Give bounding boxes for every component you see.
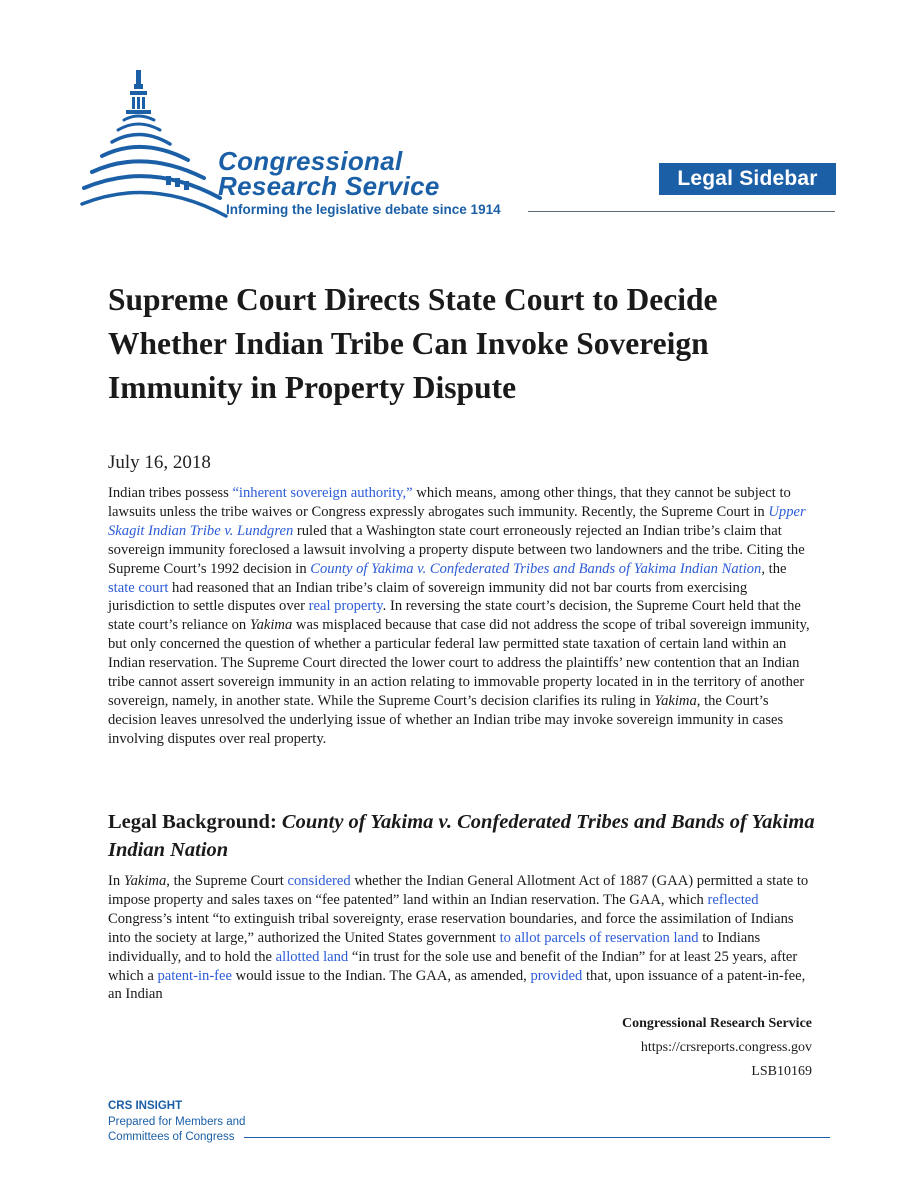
link-allot-parcels[interactable]: to allot parcels of reservation land — [499, 929, 699, 946]
link-allotted-land[interactable]: allotted land — [275, 948, 349, 965]
text-run: , the Supreme Court — [166, 873, 288, 889]
text-run: “in trust for the sole use and benefit of the Indian” for at least 25 years, after which a — [108, 948, 798, 984]
text-run: Indian tribes possess — [108, 485, 233, 501]
text-run: whether the Indian General Allotment Act of 1887 (GAA) permitted a state to impose property and sales taxes on “fee patented” land within an Indian reservation. The GAA, which — [108, 873, 809, 908]
publication-date: July 16, 2018 — [108, 452, 211, 473]
org-name-line2: Research Service — [218, 171, 440, 201]
link-real-property[interactable]: real property — [308, 598, 383, 615]
section-heading — [108, 808, 828, 864]
link-considered[interactable]: considered — [287, 873, 351, 889]
text-run: was misplaced because that case did not address the scope of tribal sovereign immunity, but only concerned the question of whether a particular federal law permitted state taxation of certain land within an Indian reservation. The Supreme Court directed the lower court to address the plaintiffs’ new contention that an Indian tribe cannot assert sovereign immunity in an action relating to immovable property located in in the territory of another sovereign, namely, in another state. While the Supreme Court’s decision clarifies its ruling in — [108, 617, 810, 709]
link-state-court[interactable]: state court — [108, 579, 169, 596]
link-provided[interactable]: provided — [530, 967, 583, 984]
text-run: , the — [761, 560, 787, 577]
link-inherent-sovereign-authority[interactable]: “inherent sovereign authority,” — [232, 485, 413, 501]
crs-insight-line1: Prepared for Members and — [108, 1115, 246, 1128]
text-run: , the Court’s decision leaves unresolved the underlying issue of whether an Indian tribe may invoke sovereign immunity in cases involving disputes over real property. — [108, 692, 784, 747]
background-paragraph — [108, 872, 814, 1004]
page-title: Supreme Court Directs State Court to Decide Whether Indian Tribe Can Invoke Sovereign Immunity in Property Dispute — [108, 282, 718, 405]
text-run: ruled that a Washington state court erroneously rejected an Indian tribe’s claim that sovereign immunity foreclosed a lawsuit involving a property dispute between two landowners and the tribe. Citing the Supreme Court’s 1992 decision in — [108, 522, 805, 577]
case-name: Yakima — [249, 617, 293, 634]
link-upper-skagit[interactable]: Upper Skagit Indian Tribe v. Lundgren — [108, 503, 806, 539]
footer-url[interactable]: https://crsreports.congress.gov — [640, 1040, 812, 1055]
crs-insight-block — [108, 1099, 245, 1146]
crs-insight-line2: Committees of Congress — [108, 1131, 235, 1143]
text-run: to Indians individually, and to hold the — [108, 929, 761, 965]
case-name: Yakima — [654, 692, 697, 709]
text-run: that, upon issuance of a patent-in-fee, an Indian — [108, 967, 806, 1003]
capitol-dome-icon — [80, 64, 230, 220]
text-run: would issue to the Indian. The GAA, as amended, — [232, 967, 531, 984]
org-tagline: Informing the legislative debate since 1914 — [226, 202, 501, 217]
text-run: had reasoned that an Indian tribe’s claim of sovereign immunity did not bar courts from exercising jurisdiction to settle disputes over — [108, 579, 748, 615]
crs-insight-title: CRS INSIGHT — [108, 1100, 183, 1112]
text-run: . In reversing the state court’s decision, the Supreme Court held that the state court’s reliance on — [108, 598, 801, 634]
legal-sidebar-badge: Legal Sidebar — [659, 163, 836, 195]
text-run: Congress’s intent “to extinguish tribal sovereignty, erase reservation boundaries, and force the assimilation of Indians into the society at large,” authorized the United States government — [108, 910, 794, 946]
link-reflected[interactable]: reflected — [707, 891, 759, 908]
section-heading-prefix: Legal Background: — [108, 811, 282, 833]
header-divider — [528, 211, 835, 212]
link-patent-in-fee[interactable]: patent-in-fee — [157, 967, 232, 984]
section-heading-case: County of Yakima v. Confederated Tribes and Bands of Yakima Indian Nation — [108, 811, 815, 861]
link-county-of-yakima[interactable]: County of Yakima v. Confederated Tribes and Bands of Yakima Indian Nation — [310, 560, 762, 577]
intro-paragraph — [108, 484, 814, 749]
text-run: which means, among other things, that they cannot be subject to lawsuits unless the tribe waives or Congress expressly abrogates such immunity. Recently, the Supreme Court in — [108, 485, 791, 520]
org-name-line1: Congressional — [218, 146, 403, 176]
case-name: Yakima — [123, 873, 167, 889]
footer-org-name: Congressional Research Service — [621, 1016, 812, 1031]
footer-divider — [244, 1137, 830, 1138]
footer-citation — [540, 1012, 812, 1084]
text-run: In — [108, 873, 124, 889]
footer-report-code: LSB10169 — [751, 1064, 812, 1079]
